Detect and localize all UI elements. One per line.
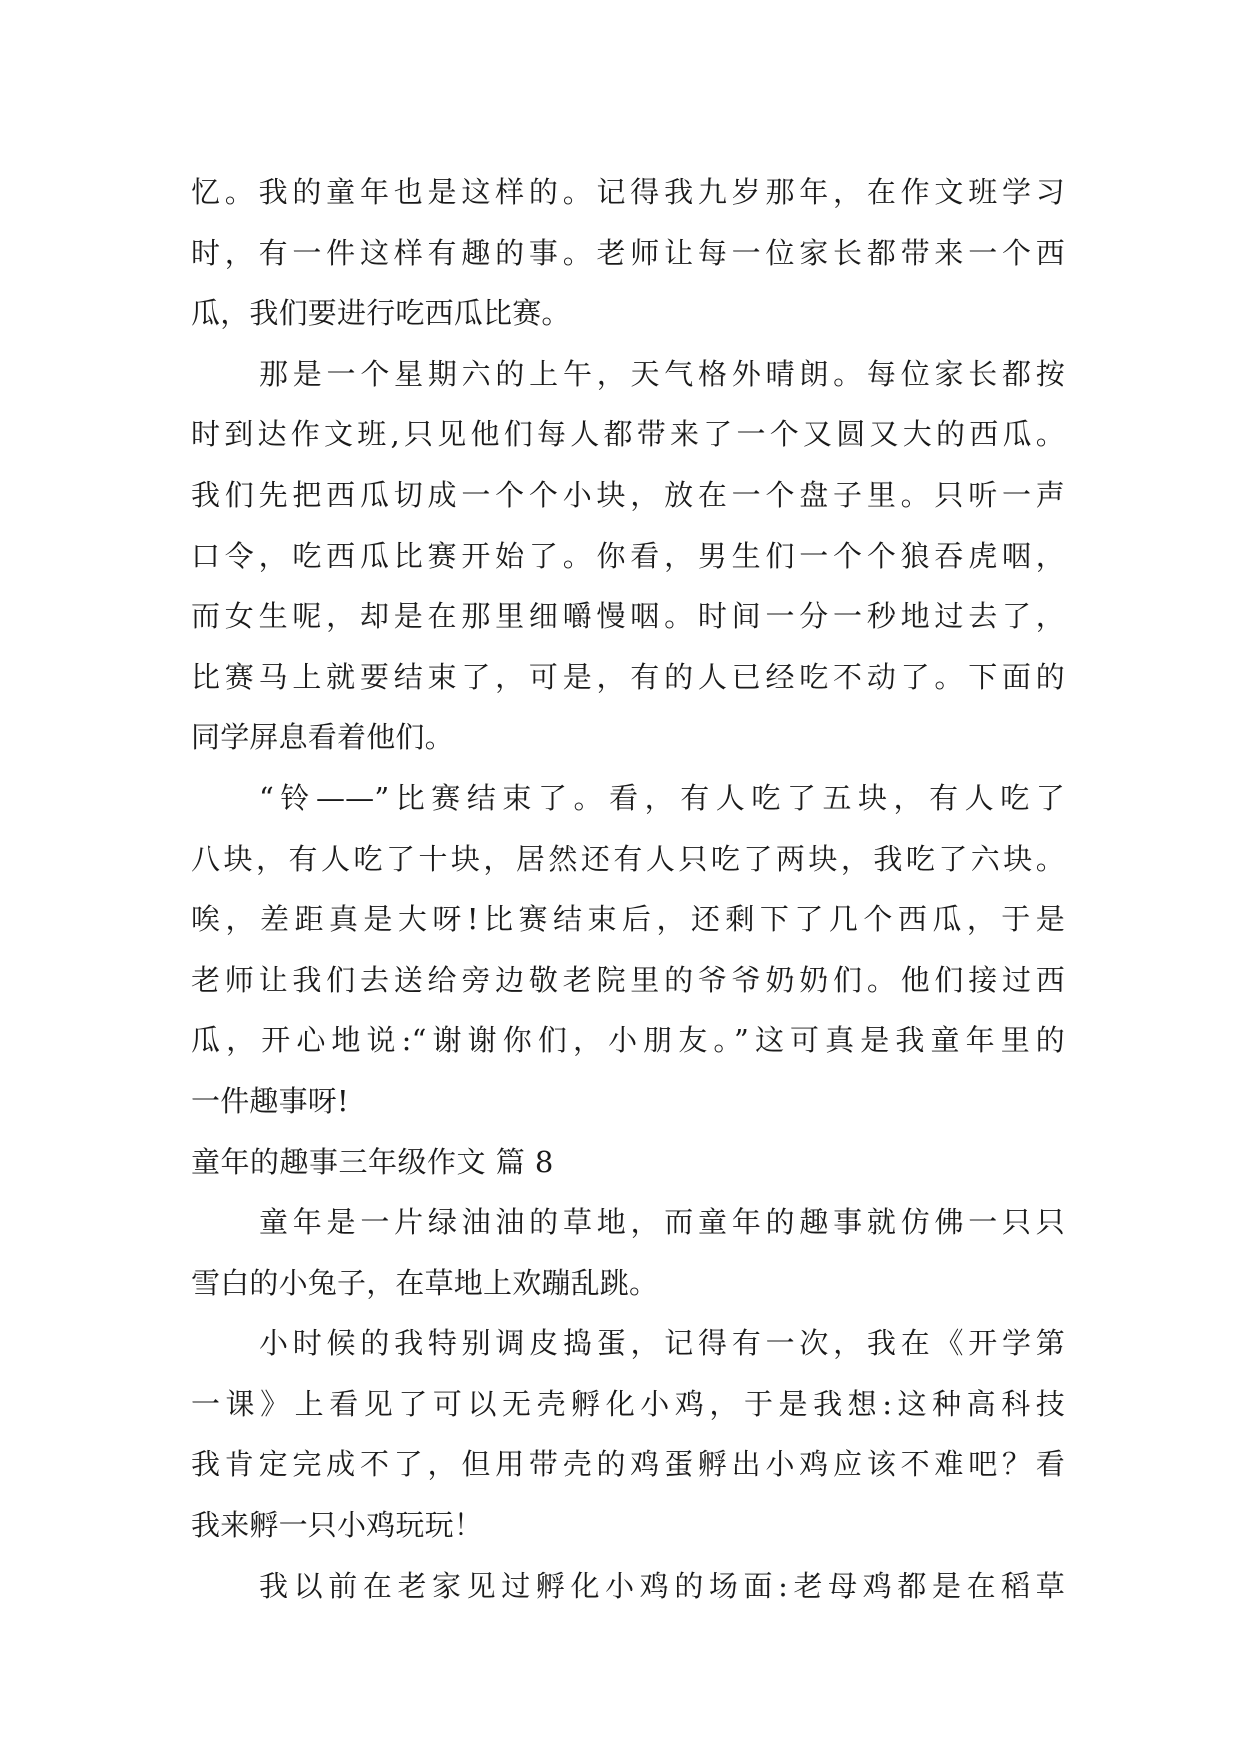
text-line: 一件趣事呀! <box>191 1083 349 1118</box>
text-line: 忆。我的童年也是这样的。记得我九岁那年，在作文班学习 <box>191 175 1065 209</box>
text-line: 老师让我们去送给旁边敬老院里的爷爷奶奶们。他们接过西 <box>191 962 1065 997</box>
paragraph-first-line: 童年是一片绿油油的草地，而童年的趣事就仿佛一只只 <box>259 1205 1065 1240</box>
paragraph-first-line: 那是一个星期六的上午，天气格外晴朗。每位家长都按 <box>259 356 1065 391</box>
text-line: 我来孵一只小鸡玩玩！ <box>191 1508 484 1543</box>
text-line: 我肯定完成不了，但用带壳的鸡蛋孵出小鸡应该不难吧？看 <box>191 1447 1065 1482</box>
text-line: 口令，吃西瓜比赛开始了。你看，男生们一个个狼吞虎咽， <box>191 538 1065 573</box>
paragraph-first-line: 我以前在老家见过孵化小鸡的场面:老母鸡都是在稻草 <box>259 1568 1065 1603</box>
text-line: 同学屏息看着他们。 <box>191 720 454 755</box>
text-line: 时，有一件这样有趣的事。老师让每一位家长都带来一个西 <box>191 235 1065 270</box>
text-line: 一课》上看见了可以无壳孵化小鸡，于是我想:这种高科技 <box>191 1386 1065 1421</box>
text-line: 瓜，开心地说:“谢谢你们，小朋友。”这可真是我童年里的 <box>191 1023 1065 1058</box>
text-line: 八块，有人吃了十块，居然还有人只吃了两块，我吃了六块。 <box>191 841 1065 876</box>
document-page <box>191 162 1065 1616</box>
section-heading: 童年的趣事三年级作文 篇 8 <box>191 1144 554 1179</box>
text-line: 比赛马上就要结束了，可是，有的人已经吃不动了。下面的 <box>191 659 1065 694</box>
paragraph-first-line: “铃——”比赛结束了。看，有人吃了五块，有人吃了 <box>259 780 1065 815</box>
text-line: 雪白的小兔子，在草地上欢蹦乱跳。 <box>191 1265 659 1300</box>
text-line: 我们先把西瓜切成一个个小块，放在一个盘子里。只听一声 <box>191 477 1065 512</box>
text-line: 而女生呢，却是在那里细嚼慢咽。时间一分一秒地过去了， <box>191 599 1065 634</box>
text-line: 时到达作文班,只见他们每人都带来了一个又圆又大的西瓜。 <box>191 417 1065 452</box>
text-line: 瓜，我们要进行吃西瓜比赛。 <box>191 296 571 331</box>
text-line: 唉，差距真是大呀!比赛结束后，还剩下了几个西瓜，于是 <box>191 902 1065 937</box>
paragraph-first-line: 小时候的我特别调皮捣蛋，记得有一次，我在《开学第 <box>259 1326 1065 1361</box>
